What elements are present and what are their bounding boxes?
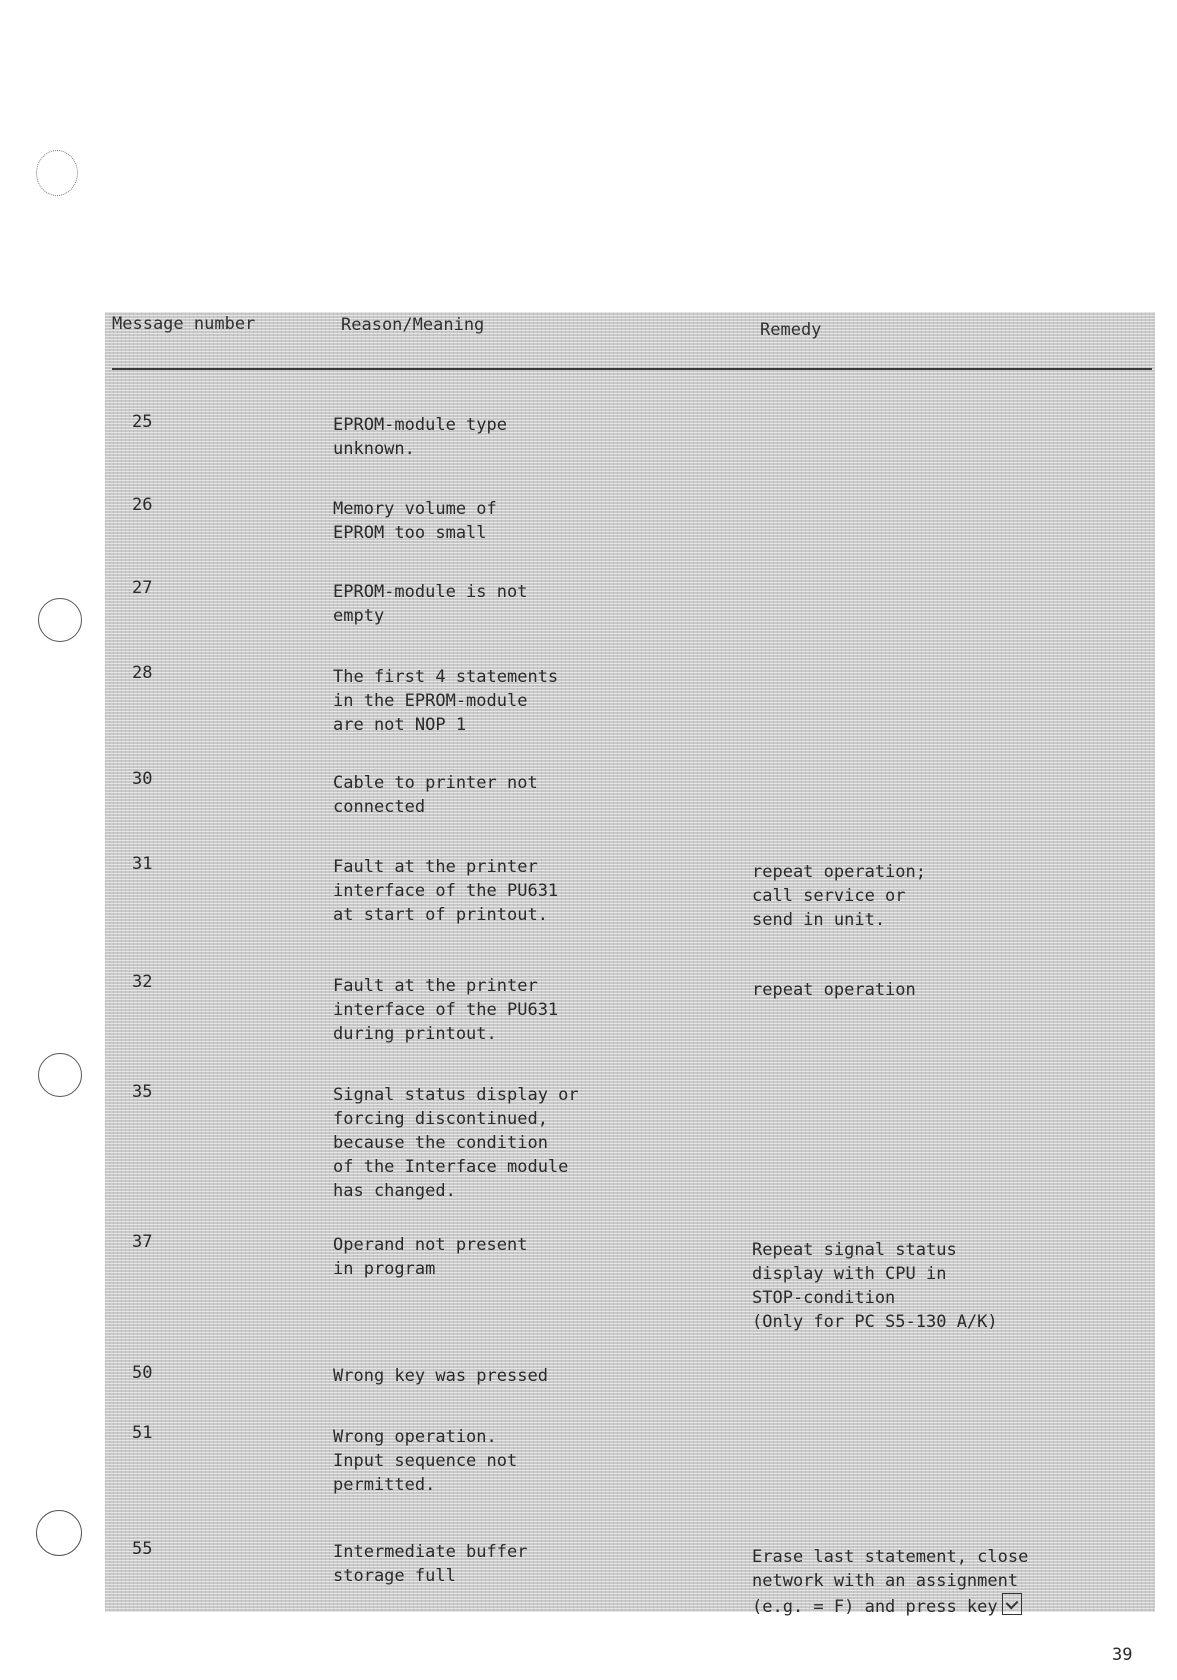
remedy-text: repeat operation; call service or send in unit.: [752, 862, 926, 930]
reason-text: Fault at the printer interface of the PU631 at start of printout.: [333, 857, 559, 925]
page-number: 39: [1112, 1645, 1133, 1665]
scan-speck: [36, 150, 78, 196]
header-reason: Reason/Meaning: [341, 315, 485, 335]
punch-hole: [38, 1053, 82, 1097]
message-number: 35: [132, 1082, 153, 1102]
reason-text: EPROM-module type unknown.: [333, 415, 507, 459]
message-number: 50: [132, 1363, 153, 1383]
remedy-text: Erase last statement, close network with an assignment (e.g. = F) and press key: [752, 1547, 1029, 1617]
message-number: 26: [132, 495, 153, 515]
message-number: 27: [132, 578, 153, 598]
message-number: 30: [132, 769, 153, 789]
header-divider: [112, 368, 1152, 370]
message-number: 28: [132, 663, 153, 683]
message-number: 55: [132, 1539, 153, 1559]
message-number: 37: [132, 1232, 153, 1252]
message-number: 51: [132, 1423, 153, 1443]
remedy-text: Repeat signal status display with CPU in STOP-condition (Only for PC S5-130 A/K): [752, 1240, 998, 1332]
enter-key-icon: [1002, 1593, 1022, 1615]
reason-text: Fault at the printer interface of the PU631 during printout.: [333, 976, 559, 1044]
punch-hole: [38, 598, 82, 642]
remedy-text: repeat operation: [752, 980, 916, 1000]
reason-text: Cable to printer not connected: [333, 773, 538, 817]
reason-text: Wrong operation. Input sequence not permitted.: [333, 1427, 518, 1495]
message-number: 32: [132, 972, 153, 992]
punch-hole: [36, 1510, 82, 1556]
reason-text: Intermediate buffer storage full: [333, 1542, 528, 1586]
reason-text: EPROM-module is not empty: [333, 582, 528, 626]
reason-text: The first 4 statements in the EPROM-module are not NOP 1: [333, 667, 559, 735]
message-number: 25: [132, 412, 153, 432]
reason-text: Memory volume of EPROM too small: [333, 499, 497, 543]
header-message-number: Message number: [112, 314, 256, 334]
message-number: 31: [132, 854, 153, 874]
reason-text: Wrong key was pressed: [333, 1366, 548, 1386]
reason-text: Signal status display or forcing discontinued, because the condition of the Interface module has changed.: [333, 1085, 579, 1201]
header-remedy: Remedy: [760, 320, 822, 340]
reason-text: Operand not present in program: [333, 1235, 528, 1279]
